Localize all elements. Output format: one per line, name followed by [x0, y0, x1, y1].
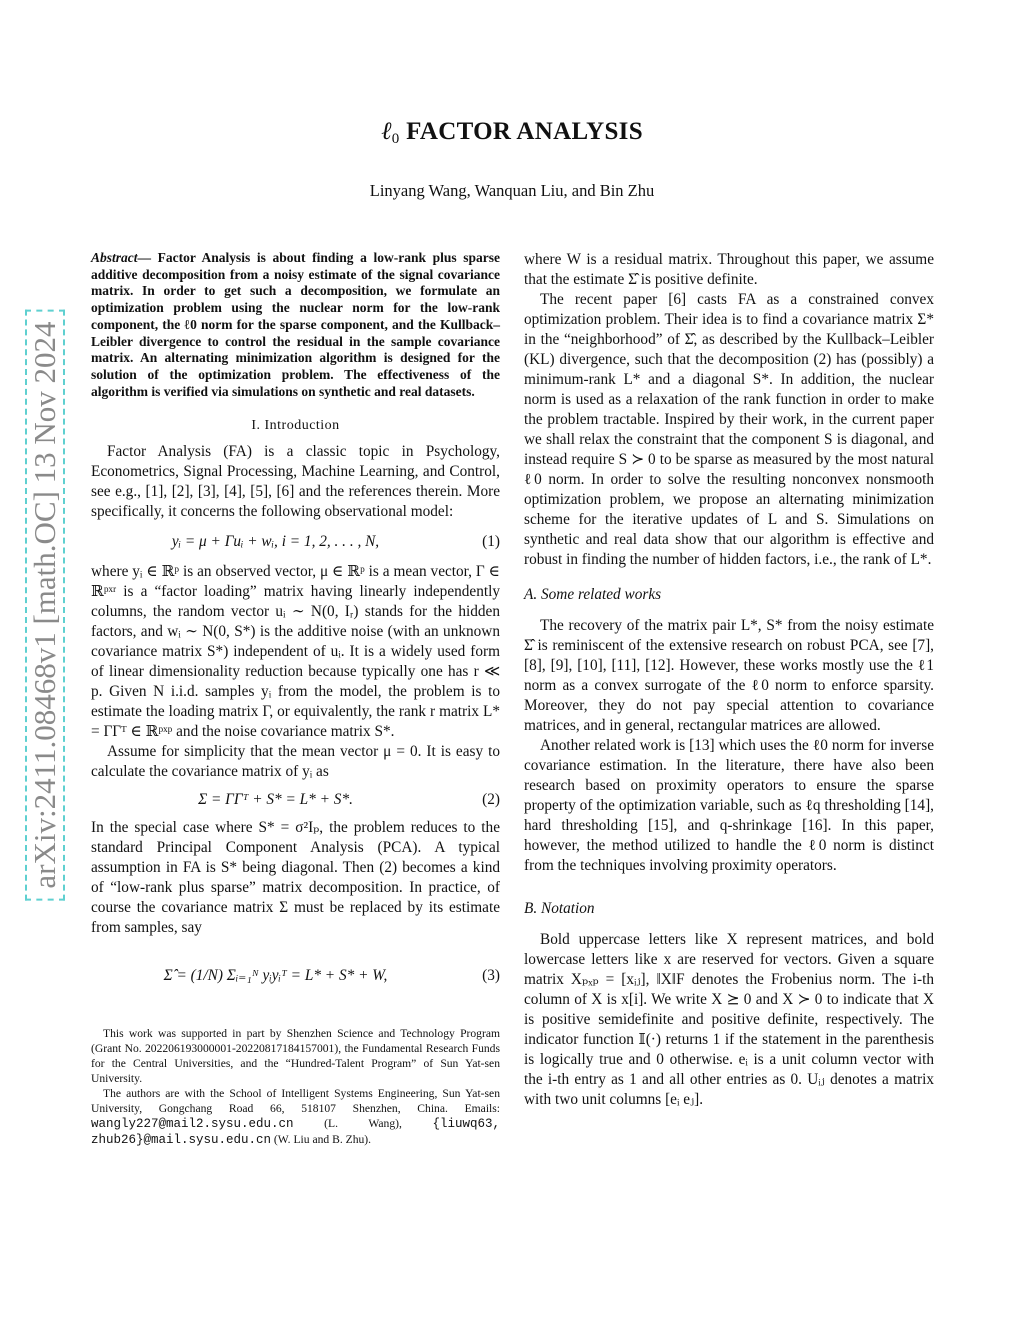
subsection-heading-related-works: A. Some related works	[524, 586, 662, 603]
equation-2-number: (2)	[482, 791, 500, 809]
abstract	[91, 250, 500, 400]
paper-title	[0, 118, 1024, 148]
equation-2	[91, 788, 500, 812]
footnote-affiliation-name2: (W. Liu and B. Zhu).	[271, 1133, 372, 1147]
equation-3-number: (3)	[482, 967, 500, 985]
footnote-funding: This work was supported in part by Shenzhen Science and Technology Program (Grant No. 202206193000001-20220817184157001), the Fundamental Research Funds for the Central Universities, and the “Hundred-Talent Program” of Sun Yat-sen University.	[91, 1027, 500, 1086]
equation-3-body: Σ̂ = (1/N) Σᵢ₌₁ᴺ yᵢyᵢᵀ = L* + S* + W,	[163, 967, 388, 985]
abstract-label: Abstract	[91, 250, 138, 265]
email-liu-zhu[interactable]: {liuwq63, zhub26}@mail.sysu.edu.cn	[91, 1117, 500, 1148]
intro-paragraph-4: In the special case where S* = σ²Iₚ, the problem reduces to the standard Principal Component Analysis (PCA). A typical assumption in FA is S* being diagonal. Then (2) becomes a kind of “low-rank plus sparse” matrix decomposition. In practice, of course the covariance matrix Σ must be replaced by its estimate from samples, say	[91, 819, 500, 937]
notation-paragraph: Bold uppercase letters like X represent matrices, and bold lowercase letters like x are reserved for vectors. Given a square matrix Xₚₓₚ = [xᵢⱼ], ‖X‖F denotes the Frobenius norm. The i-th column of X is x[i]. We write X ⪰ 0 and X ≻ 0 to indicate that X is positive semidefinite and positive definite, respectively. The indicator function 𝕀(·) returns 1 if the statement in the parenthesis is logically true and 0 otherwise. eᵢ is a unit column vector with the i-th entry as 1 and all other entries as 0. Uᵢⱼ denotes a matrix with two unit columns [eᵢ eⱼ].	[524, 931, 934, 1108]
equation-1-number: (1)	[482, 533, 500, 551]
left-column	[91, 250, 500, 1148]
equation-1-body: yᵢ = μ + Γuᵢ + wᵢ, i = 1, 2, . . . , N,	[171, 533, 380, 551]
intro-paragraph-2: where yᵢ ∈ ℝᵖ is an observed vector, μ ∈ ℝᵖ is a mean vector, Γ ∈ ℝᵖˣʳ is a “factor loading” matrix having linearly independently columns, the random vector uᵢ ∼ N(0, Iᵣ) stands for the hidden factors, and wᵢ ∼ N(0, S*) is the additive noise (with an unknown covariance matrix S*) independent of uᵢ. It is a widely used form of linear dimensionality reduction because typically one has r ≪ p. Given N i.i.d. samples yᵢ from the model, the problem is to estimate the loading matrix Γ, or equivalently, the rank r matrix L* = ΓΓᵀ ∈ ℝᵖˣᵖ and the noise covariance matrix S*.	[91, 563, 500, 741]
equation-3	[91, 946, 500, 1006]
subsection-heading-notation: B. Notation	[524, 900, 595, 917]
author-list: Linyang Wang, Wanquan Liu, and Bin Zhu	[369, 181, 655, 200]
right-paragraph-2: The recent paper [6] casts FA as a constrained convex optimization problem. Their idea is to find a covariance matrix Σ* in the “neighborhood” of Σ̂, as described by the Kullback–Leibler (KL) divergence, such that the decomposition (2) has (possibly) a minimum-rank L* and a diagonal S*. In addition, the nuclear norm is used as a relaxation of the rank function in order to make the problem tractable. Inspired by their work, in the current paper we shall relax the constraint that the component S is diagonal, and instead require S ≻ 0 to be sparse as measured by the most natural ℓ0 norm. In order to solve the resulting nonconvex nonsmooth optimization problem, we propose an alternating minimization scheme for the iterative updates of L and S. Simulations on synthetic and real data show that our algorithm is effective and robust in finding the number of hidden factors, i.e., the rank of L*.	[524, 291, 934, 568]
footnote-affiliation-name1: (L. Wang),	[293, 1117, 433, 1131]
section-heading-introduction: I. Introduction	[251, 418, 340, 434]
intro-paragraph-1: Factor Analysis (FA) is a classic topic in Psychology, Econometrics, Signal Processing, Machine Learning, and Control, see e.g., [1], [2], [3], [4], [5], [6] and the references therein. More specifically, it concerns the following observational model:	[91, 443, 500, 521]
equation-1	[91, 530, 500, 554]
footnote-affiliation	[91, 1086, 500, 1148]
intro-paragraph-3: Assume for simplicity that the mean vector μ = 0. It is easy to calculate the covariance matrix of yᵢ as	[91, 743, 500, 781]
title-ell: ℓ	[381, 118, 392, 145]
related-works-paragraph-2: Another related work is [13] which uses the ℓ0 norm for inverse covariance estimation. In the literature, there have also been research based on proximity operators to ensure the sparse property of the optimization variable, such as ℓq thresholding [14], hard thresholding [15], and q-shrinkage [16]. In this paper, however, the method utilized to handle the ℓ0 norm is distinct from the techniques involving proximity operators.	[524, 737, 934, 874]
email-wang[interactable]: wangly227@mail2.sysu.edu.cn	[91, 1117, 294, 1132]
footnote-affiliation-text: The authors are with the School of Intelligent Systems Engineering, Sun Yat-sen University, Gongchang Road 66, 518107 Shenzhen, China. Emails:	[91, 1087, 500, 1116]
right-paragraph-1: where W is a residual matrix. Throughout this paper, we assume that the estimate Σ̂ is positive definite.	[524, 251, 934, 288]
arxiv-stamp	[28, 290, 62, 920]
right-column	[524, 250, 934, 1110]
abstract-text: — Factor Analysis is about finding a low-rank plus sparse additive decomposition from a noisy estimate of the signal covariance matrix. In order to get such a decomposition, we formulate an optimization problem using the nuclear norm for the low-rank component, the ℓ0 norm for the sparse component, and the Kullback–Leibler divergence to control the residual in the sample covariance matrix. An alternating minimization algorithm is designed for the solution of the optimization problem. The effectiveness of the algorithm is verified via simulations on synthetic and real datasets.	[91, 250, 500, 399]
title-subscript: 0	[391, 131, 400, 147]
related-works-paragraph-1: The recovery of the matrix pair L*, S* from the noisy estimate Σ̂ is reminiscent of the extensive research on robust PCA, see [7], [8], [9], [10], [11], [12]. However, these works mostly use the ℓ1 norm as a convex surrogate of the ℓ0 norm to enforce sparsity. Moreover, they do not pay special attention to covariance matrices, and in general, rectangular matrices are allowed.	[524, 617, 934, 734]
equation-2-body: Σ = ΓΓᵀ + S* = L* + S*.	[198, 791, 353, 809]
title-rest: FACTOR ANALYSIS	[399, 118, 643, 145]
arxiv-stamp-text: arXiv:2411.08468v1 [math.OC] 13 Nov 2024	[25, 309, 65, 900]
